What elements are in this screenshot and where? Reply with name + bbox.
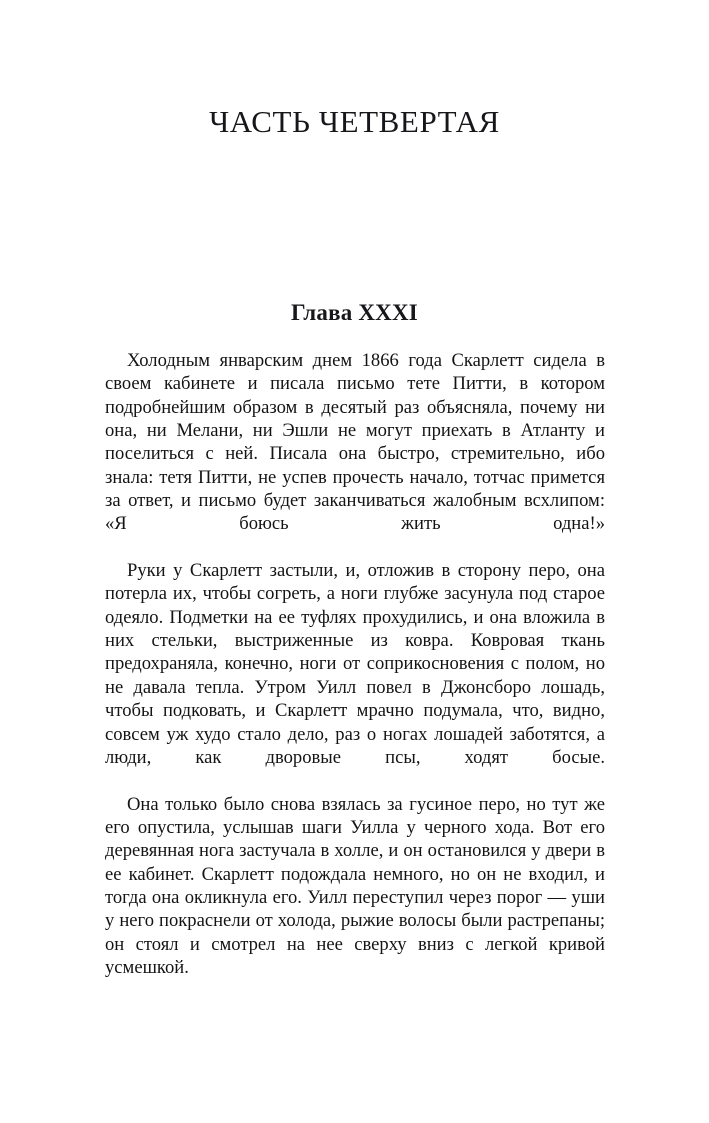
part-title: ЧАСТЬ ЧЕТВЕРТАЯ (209, 104, 500, 139)
body-paragraph: Руки у Скарлетт застыли, и, отложив в сторону перо, она потерла их, чтобы согреть, а ноги глубже засунула под старое одеяло. Подметки на ее туфлях прохудились, и она вложила в них стельки, выстриженные из ковра. Ковровая ткань предохраняла, конечно, ноги от соприкосновения с полом, но не давала тепла. Утром Уилл повел в Джонсборо лошадь, чтобы подковать, и Скарлетт мрачно подумала, что, видно, совсем уж худо стало дело, раз о ногах лошадей заботятся, а люди, как дворовые псы, ходят босые. (105, 560, 605, 768)
body-paragraph: Холодным январским днем 1866 года Скарлетт сидела в своем кабинете и писала письмо тете Питти, в котором подробнейшим образом в десятый раз объясняла, почему ни она, ни Мелани, ни Эшли не могут приехать в Атланту и поселиться с ней. Писала она быстро, стремительно, ибо знала: тетя Питти, не успев прочесть начало, тотчас примется за ответ, и письмо будет заканчиваться жалобным всхлипом: «Я боюсь жить одна!» (105, 350, 605, 535)
body-paragraph: Она только было снова взялась за гусиное перо, но тут же его опустила, услышав шаги Уилла у черного хода. Вот его деревянная нога застучала в холле, и он остановился у двери в ее кабинет. Скарлетт подождала немного, но он не входил, и тогда она окликнула его. Уилл переступил через порог — уши у него покраснели от холода, рыжие волосы были растрепаны; он стоял и смотрел на нее сверху вниз с легкой кривой усмешкой. (105, 793, 605, 978)
body-text-block (105, 349, 605, 1003)
chapter-heading: Глава XXXI (291, 300, 418, 325)
